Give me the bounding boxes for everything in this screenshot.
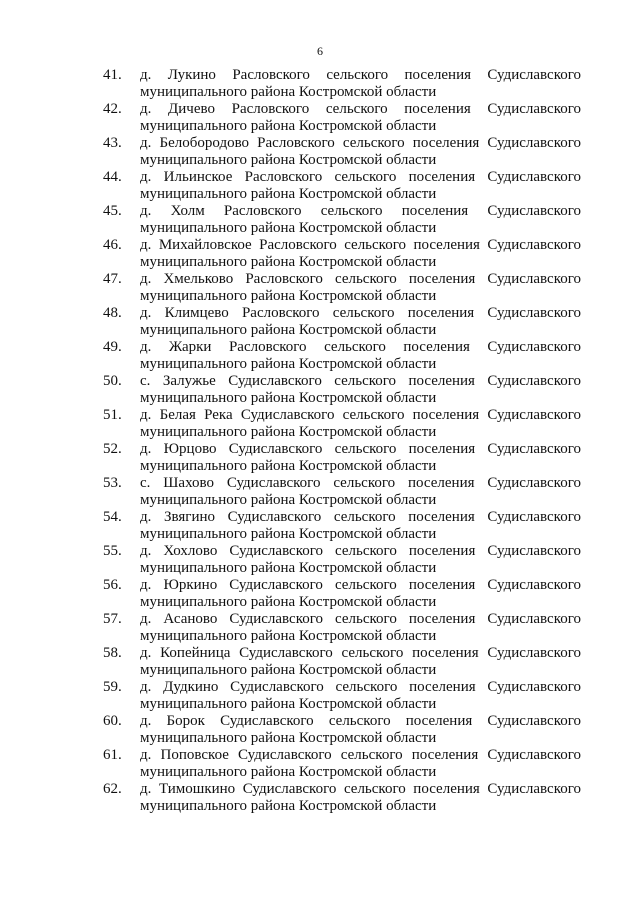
item-text (140, 781, 581, 815)
item-number: 62. (103, 781, 122, 797)
item-number: 58. (103, 645, 122, 661)
list-item (0, 271, 640, 305)
list-item (0, 509, 640, 543)
item-text (140, 67, 581, 101)
item-text-line-1: д. Жарки Расловского сельского поселения Судиславского (140, 339, 581, 355)
item-text-line-2: муниципального района Костромской области (140, 424, 437, 440)
item-number: 52. (103, 441, 122, 457)
item-text (140, 169, 581, 203)
item-text (140, 747, 581, 781)
item-text-line-2: муниципального района Костромской области (140, 322, 437, 338)
item-number: 50. (103, 373, 122, 389)
item-text-line-2: муниципального района Костромской области (140, 84, 437, 100)
page-number: 6 (317, 44, 323, 58)
list-item (0, 611, 640, 645)
item-text (140, 611, 581, 645)
item-text-line-2: муниципального района Костромской области (140, 764, 437, 780)
item-number: 47. (103, 271, 122, 287)
item-text-line-1: д. Хмельково Расловского сельского поселения Судиславского (140, 271, 581, 287)
item-text-line-2: муниципального района Костромской области (140, 662, 437, 678)
item-number: 61. (103, 747, 122, 763)
item-text (140, 101, 581, 135)
item-text-line-1: д. Борок Судиславского сельского поселения Судиславского (140, 713, 581, 729)
item-number: 53. (103, 475, 122, 491)
item-number: 54. (103, 509, 122, 525)
item-text-line-2: муниципального района Костромской области (140, 254, 437, 270)
item-text (140, 237, 581, 271)
item-text (140, 713, 581, 747)
list-item (0, 101, 640, 135)
item-number: 55. (103, 543, 122, 559)
list-item (0, 441, 640, 475)
list-item (0, 543, 640, 577)
item-text-line-2: муниципального района Костромской области (140, 220, 437, 236)
item-text-line-2: муниципального района Костромской области (140, 186, 437, 202)
list-item (0, 373, 640, 407)
item-text (140, 543, 581, 577)
item-text-line-2: муниципального района Костромской области (140, 560, 437, 576)
item-text-line-2: муниципального района Костромской области (140, 594, 437, 610)
item-text-line-2: муниципального района Костромской области (140, 798, 437, 814)
item-text-line-2: муниципального района Костромской области (140, 288, 437, 304)
item-text-line-1: д. Михайловское Расловского сельского поселения Судиславского (140, 237, 581, 253)
item-text-line-1: д. Белобородово Расловского сельского поселения Судиславского (140, 135, 581, 151)
item-number: 42. (103, 101, 122, 117)
item-text-line-2: муниципального района Костромской области (140, 458, 437, 474)
list-item (0, 475, 640, 509)
item-text (140, 509, 581, 543)
item-number: 56. (103, 577, 122, 593)
list-item (0, 237, 640, 271)
item-text-line-1: д. Асаново Судиславского сельского поселения Судиславского (140, 611, 581, 627)
item-text-line-2: муниципального района Костромской области (140, 730, 437, 746)
item-text (140, 339, 581, 373)
item-number: 41. (103, 67, 122, 83)
item-number: 57. (103, 611, 122, 627)
item-text-line-2: муниципального района Костромской области (140, 696, 437, 712)
list-item (0, 747, 640, 781)
item-text (140, 407, 581, 441)
item-text (140, 577, 581, 611)
item-number: 51. (103, 407, 122, 423)
item-text-line-1: д. Дудкино Судиславского сельского поселения Судиславского (140, 679, 581, 695)
item-number: 44. (103, 169, 122, 185)
list-item (0, 135, 640, 169)
item-text-line-1: д. Звягино Судиславского сельского поселения Судиславского (140, 509, 581, 525)
item-text-line-1: д. Юркино Судиславского сельского поселения Судиславского (140, 577, 581, 593)
item-text-line-2: муниципального района Костромской области (140, 390, 437, 406)
item-number: 48. (103, 305, 122, 321)
item-text-line-1: д. Поповское Судиславского сельского поселения Судиславского (140, 747, 581, 763)
settlement-list (0, 67, 640, 815)
item-number: 43. (103, 135, 122, 151)
item-text-line-1: с. Шахово Судиславского сельского поселения Судиславского (140, 475, 581, 491)
list-item (0, 577, 640, 611)
list-item (0, 203, 640, 237)
item-text-line-1: с. Залужье Судиславского сельского поселения Судиславского (140, 373, 581, 389)
item-number: 46. (103, 237, 122, 253)
item-text-line-1: д. Белая Река Судиславского сельского поселения Судиславского (140, 407, 581, 423)
item-number: 59. (103, 679, 122, 695)
item-text (140, 271, 581, 305)
item-text-line-2: муниципального района Костромской области (140, 492, 437, 508)
item-number: 49. (103, 339, 122, 355)
item-text-line-2: муниципального района Костромской области (140, 628, 437, 644)
item-text-line-1: д. Тимошкино Судиславского сельского поселения Судиславского (140, 781, 581, 797)
list-item (0, 169, 640, 203)
list-item (0, 67, 640, 101)
list-item (0, 305, 640, 339)
item-text (140, 645, 581, 679)
list-item (0, 645, 640, 679)
item-text (140, 305, 581, 339)
item-text (140, 135, 581, 169)
item-text (140, 203, 581, 237)
item-text-line-1: д. Ильинское Расловского сельского поселения Судиславского (140, 169, 581, 185)
list-item (0, 679, 640, 713)
item-text (140, 441, 581, 475)
item-text-line-1: д. Холм Расловского сельского поселения Судиславского (140, 203, 581, 219)
item-number: 60. (103, 713, 122, 729)
item-number: 45. (103, 203, 122, 219)
item-text-line-2: муниципального района Костромской области (140, 356, 437, 372)
item-text-line-1: д. Климцево Расловского сельского поселения Судиславского (140, 305, 581, 321)
item-text-line-2: муниципального района Костромской области (140, 118, 437, 134)
item-text-line-1: д. Юрцово Судиславского сельского поселения Судиславского (140, 441, 581, 457)
item-text-line-2: муниципального района Костромской области (140, 526, 437, 542)
item-text-line-1: д. Копейница Судиславского сельского поселения Судиславского (140, 645, 581, 661)
list-item (0, 339, 640, 373)
list-item (0, 781, 640, 815)
item-text (140, 679, 581, 713)
item-text-line-1: д. Лукино Расловского сельского поселения Судиславского (140, 67, 581, 83)
list-item (0, 407, 640, 441)
item-text (140, 475, 581, 509)
item-text-line-1: д. Дичево Расловского сельского поселения Судиславского (140, 101, 581, 117)
item-text (140, 373, 581, 407)
list-item (0, 713, 640, 747)
item-text-line-1: д. Хохлово Судиславского сельского поселения Судиславского (140, 543, 581, 559)
item-text-line-2: муниципального района Костромской области (140, 152, 437, 168)
